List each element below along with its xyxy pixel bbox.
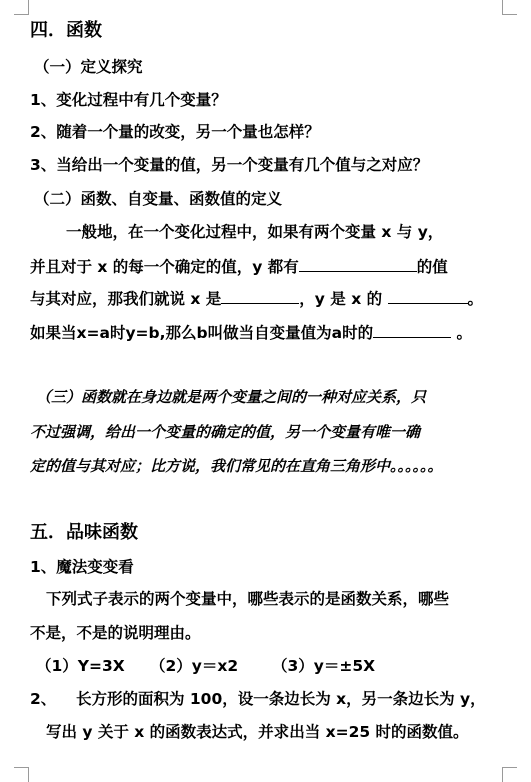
page-corner-mark: [14, 767, 29, 782]
page-corner-mark: [502, 0, 517, 15]
definition-text: ，y 是 x 的: [299, 290, 383, 308]
definition-text: 。: [456, 324, 472, 342]
option-3: （3）y＝±5X: [272, 657, 376, 675]
question-2: 2、随着一个量的改变，另一个量也怎样？: [30, 123, 320, 141]
part-two-heading: （二）函数、自变量、函数值的定义: [34, 190, 283, 208]
part-three-line-2: 不过强调，给出一个变量的确定的值，另一个变量有唯一确: [30, 423, 421, 441]
definition-text: 。: [467, 290, 484, 308]
fill-blank[interactable]: [221, 289, 299, 304]
option-2: （2）y＝x2: [150, 657, 239, 675]
definition-text: 的值: [416, 258, 448, 276]
part-three-line-1: （三）函数就在身边就是两个变量之间的一种对应关系，只: [36, 388, 427, 406]
option-1: （1）Y=3X: [36, 657, 125, 675]
item-1-heading: 1、魔法变变看: [30, 558, 134, 576]
section-four-title: 四．函数: [30, 20, 102, 41]
item-2-number: 2、: [30, 690, 57, 708]
part-three-line-3: 定的值与其对应；比方说，我们常见的在直角三角形中。。。。。。: [30, 457, 443, 475]
fill-blank[interactable]: [299, 257, 417, 272]
item-2-line-1: 长方形的面积为 100，设一条边长为 x，另一条边长为 y，: [76, 690, 486, 708]
question-1: 1、变化过程中有几个变量？: [30, 91, 227, 109]
page-corner-mark: [502, 767, 517, 782]
fill-blank[interactable]: [373, 323, 451, 338]
definition-line-3: [30, 288, 483, 310]
page-corner-mark: [14, 0, 29, 15]
item-2-line-2: 写出 y 关于 x 的函数表达式，并求出当 x=25 时的函数值。: [46, 723, 469, 741]
definition-text: 如果当x=a时y=b,那么b叫做当自变量值为a时的: [30, 324, 374, 342]
definition-text: 与其对应，那我们就说 x 是: [30, 290, 222, 308]
item-1-line-2: 不是，不是的说明理由。: [30, 624, 201, 642]
definition-line-2: [30, 256, 448, 278]
fill-blank[interactable]: [388, 289, 468, 304]
definition-line-4: [30, 322, 472, 344]
section-five-title: 五．品味函数: [30, 522, 138, 543]
question-3: 3、当给出一个变量的值，另一个变量有几个值与之对应？: [30, 156, 429, 174]
part-one-heading: （一）定义探究: [34, 58, 143, 76]
definition-line-1: 一般地，在一个变化过程中，如果有两个变量 x 与 y，: [66, 223, 444, 241]
item-1-line-1: 下列式子表示的两个变量中，哪些表示的是函数关系，哪些: [46, 590, 450, 608]
definition-text: 并且对于 x 的每一个确定的值，y 都有: [30, 258, 299, 276]
